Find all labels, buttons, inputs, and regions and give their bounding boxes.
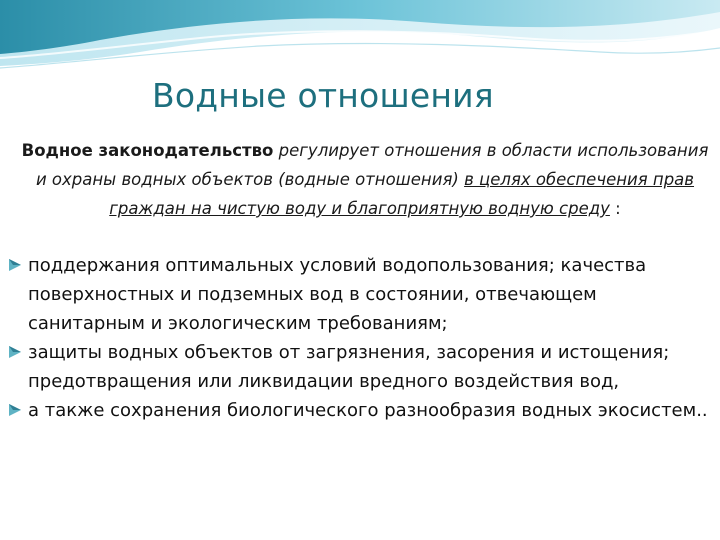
bullet-text: а также сохранения биологического разнообразия водных экосистем.. — [28, 400, 708, 421]
triangle-arrow-icon — [8, 403, 22, 417]
list-item — [8, 338, 712, 396]
triangle-arrow-icon — [8, 345, 22, 359]
triangle-arrow-icon — [8, 258, 22, 272]
list-item — [8, 396, 712, 425]
bullet-text: поддержания оптимальных условий водопользования; качества поверхностных и подземных вод в состоянии, отвечающем санитарным и экологическим требованиям; — [28, 255, 647, 334]
intro-underlined-text: в целях обеспечения прав граждан на чистую воду и благоприятную водную среду — [109, 170, 695, 218]
bullet-list — [8, 251, 712, 425]
intro-paragraph — [18, 136, 712, 223]
intro-tail: : — [609, 199, 621, 218]
slide-title: Водные отношения — [152, 76, 494, 115]
bullet-text: защиты водных объектов от загрязнения, засорения и истощения; предотвращения или ликвидации вредного воздействия вод, — [28, 342, 670, 392]
intro-bold-term: Водное законодательство — [21, 141, 274, 160]
list-item — [8, 251, 712, 338]
intro-italic-text: регулирует отношения в области использования и охраны водных объектов (водные отношения) — [35, 141, 709, 189]
